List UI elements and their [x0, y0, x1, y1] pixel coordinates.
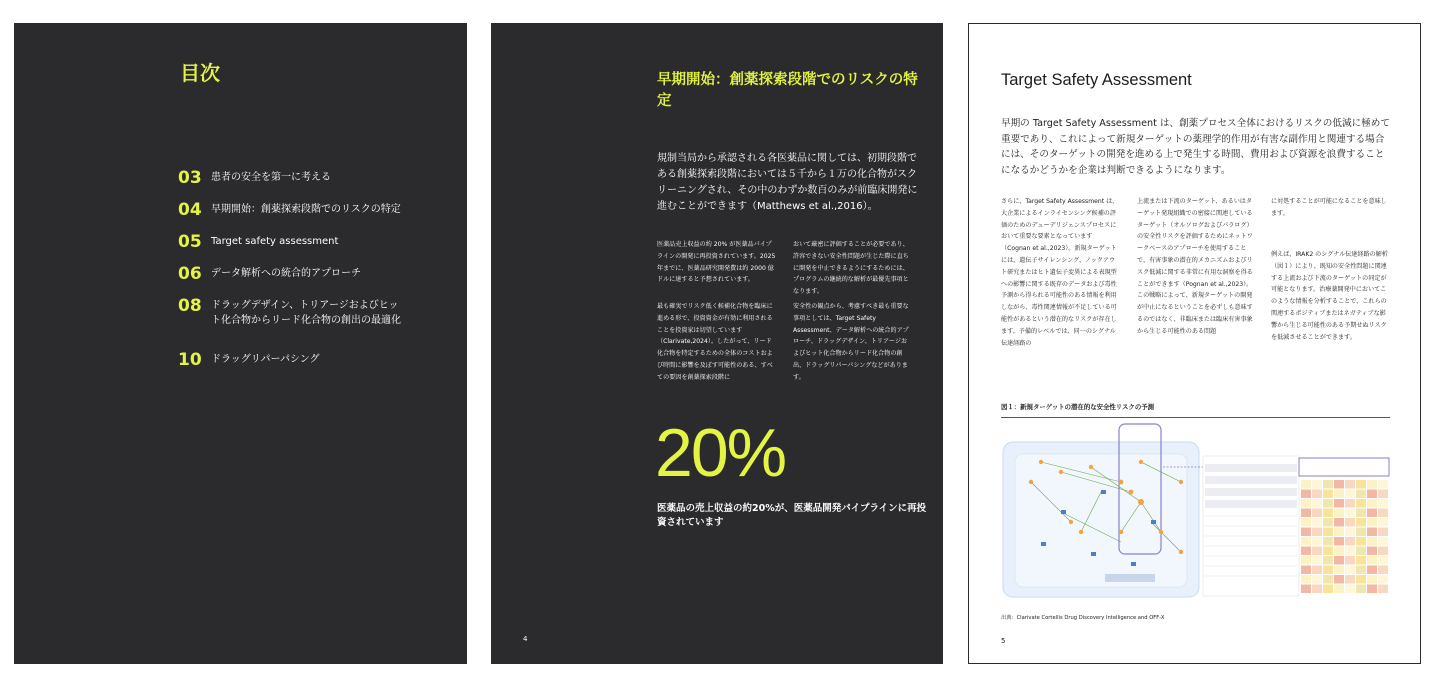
heatmap-cell [1367, 537, 1377, 546]
heatmap-cell [1367, 585, 1377, 594]
toc-item-label: 患者の安全を第一に考える [211, 172, 331, 183]
heatmap-cell [1323, 575, 1333, 584]
heatmap-cell [1312, 509, 1322, 518]
heatmap-cell [1378, 585, 1388, 594]
body-paragraph: に対処することが可能になることを意味します。 [1271, 198, 1387, 217]
heatmap-cell [1323, 566, 1333, 575]
heatmap-cell [1345, 499, 1355, 508]
heatmap-cell [1345, 566, 1355, 575]
heatmap-cell [1367, 547, 1377, 556]
heatmap-cell [1334, 537, 1344, 546]
heatmap-cell [1345, 518, 1355, 527]
heatmap-cell [1301, 547, 1311, 556]
heatmap-cell [1356, 585, 1366, 594]
heatmap-cell [1356, 518, 1366, 527]
toc-item[interactable] [178, 264, 441, 284]
page-number: 5 [1001, 637, 1006, 645]
heatmap-cell [1378, 547, 1388, 556]
toc-item-number: 10 [178, 350, 202, 370]
heatmap-cell [1301, 566, 1311, 575]
heatmap-cell [1345, 509, 1355, 518]
heatmap-cell [1356, 528, 1366, 537]
pathway-figure [1001, 422, 1391, 602]
heatmap-cell [1378, 528, 1388, 537]
heatmap-cell [1367, 575, 1377, 584]
lead-paragraph: 早期の Target Safety Assessment は、創薬プロセス全体におけるリスクの低減に極めて重要であり、これによって新規ターゲットの薬理学的作用が有害な副作用と関連する場合には、そのターゲットの開発を進める上で発生する時間、費用および資源を浪費することになるかどうかを企業は判断できるようになります。 [1001, 118, 1390, 176]
legend-bar [1105, 574, 1155, 582]
body-paragraph: さらに、Target Safety Assessment は、大企業によるインライセンシング候補の評価のためのデューデリジェンスプロセスにおいて重要な要素となっています（Cognan et al.,2023）。新規ターゲットには、遺伝子サイレンシング、ノックアウト研究またはヒト遺伝子変異による表現型への影響に関する既存のデータおよび毒性予測から得られる可能性のある情報を利用しながら、毒性関連情報が不足している可能性があるという潜在的なリスクが存在します。予備的レベルでは、同一のシグナル伝達経路の [1001, 198, 1119, 347]
heatmap-cell [1356, 575, 1366, 584]
toc-item-number: 04 [178, 200, 202, 220]
body-paragraph: 医薬品売上収益の約 20% が医薬品パイプラインの開発に再投資されています。2025 年までに、医薬品研究開発費は約 2000 億ドルに達すると予想されています。 [657, 241, 776, 284]
heatmap-cell [1378, 575, 1388, 584]
heatmap-header-box [1299, 458, 1389, 476]
heatmap-cell [1345, 585, 1355, 594]
heatmap-cell [1312, 556, 1322, 565]
heatmap-cell [1367, 499, 1377, 508]
heatmap-cell [1323, 537, 1333, 546]
heatmap-cell [1345, 490, 1355, 499]
heatmap-cell [1312, 566, 1322, 575]
toc-page [14, 23, 467, 664]
heatmap-cell [1356, 537, 1366, 546]
heatmap-cell [1367, 518, 1377, 527]
heatmap-cell [1334, 490, 1344, 499]
heatmap-cell [1378, 537, 1388, 546]
heatmap-cell [1367, 566, 1377, 575]
heatmap-cell [1356, 556, 1366, 565]
heatmap-cell [1323, 547, 1333, 556]
heatmap-cell [1312, 537, 1322, 546]
heatmap-cell [1345, 556, 1355, 565]
heatmap-cell [1301, 556, 1311, 565]
toc-item-label: ドラッグリパーパシング [211, 354, 320, 365]
heatmap-cell [1367, 480, 1377, 489]
heatmap-cell [1334, 566, 1344, 575]
section-title: Target Safety Assessment [1001, 71, 1192, 89]
heatmap-cell [1323, 518, 1333, 527]
figure-divider [1001, 417, 1390, 418]
section-title: 早期開始：創薬探索段階でのリスクの特定 [657, 72, 918, 109]
body-paragraph: おいて厳密に評価することが必要であり、許容できない安全性問題が生じた際に直ちに開発を中止できるようにするためには、プログラムの継続的な解析が最優先事項となります。 [793, 241, 909, 296]
heatmap-cell [1345, 547, 1355, 556]
heatmap-cell [1312, 528, 1322, 537]
heatmap-cell [1345, 480, 1355, 489]
heatmap-cell [1378, 566, 1388, 575]
heatmap-cell [1378, 556, 1388, 565]
heatmap-cell [1345, 528, 1355, 537]
heatmap-cell [1356, 566, 1366, 575]
toc-item-number: 06 [178, 264, 202, 284]
page-number: 4 [523, 635, 528, 643]
toc-item-label: 早期開始：創薬探索段階でのリスクの特定 [211, 204, 401, 215]
heatmap-cell [1312, 585, 1322, 594]
body-paragraph: 上流または下流のターゲット、あるいはターゲット発現組織での密接に関連しているターゲット（オルソログおよびパラログ）の安全性リスクを評価するためにネットワークベースのアプローチを使用することで、有害事象の潜在的メカニズムおよびリスク低減に関する非常に有用な洞察を得ることができます（Pognan et al.,2023）。この戦略によって、新規ターゲットの開発が中止になるということを必ずしも意味するのではなく、非臨床または臨床有害事象から生じる可能性のある問題 [1137, 198, 1253, 335]
heatmap-cell [1323, 528, 1333, 537]
heatmap-cell [1334, 480, 1344, 489]
heatmap-cell [1367, 490, 1377, 499]
toc-item[interactable] [178, 232, 441, 252]
heatmap-cell [1345, 537, 1355, 546]
page-5 [968, 23, 1421, 664]
heatmap-cell [1356, 490, 1366, 499]
heatmap-cell [1312, 480, 1322, 489]
heatmap-cell [1378, 499, 1388, 508]
heatmap-cell [1334, 585, 1344, 594]
heatmap-cell [1323, 499, 1333, 508]
heatmap-cell [1345, 575, 1355, 584]
heatmap-cell [1312, 490, 1322, 499]
heatmap-cell [1301, 499, 1311, 508]
toc-item-label: ドラッグデザイン、トリアージおよびヒット化合物からリード化合物の創出の最適化 [211, 300, 401, 326]
heatmap-cell [1378, 509, 1388, 518]
stat-figure: 20% [655, 415, 786, 491]
toc-item[interactable] [178, 296, 401, 328]
heatmap-grid [1301, 480, 1388, 593]
toc-item-label: データ解析への統合的アプローチ [211, 268, 361, 279]
heatmap-cell [1356, 509, 1366, 518]
heatmap-cell [1334, 518, 1344, 527]
toc-item[interactable] [178, 350, 441, 370]
heatmap-cell [1301, 585, 1311, 594]
heatmap-cell [1356, 480, 1366, 489]
heatmap-cell [1356, 547, 1366, 556]
heatmap-cell [1312, 547, 1322, 556]
heatmap-cell [1323, 509, 1333, 518]
stat-caption: 医薬品の売上収益の約20%が、医薬品開発パイプラインに再投資されています [657, 503, 927, 528]
heatmap-cell [1367, 556, 1377, 565]
heatmap-cell [1378, 490, 1388, 499]
heatmap-cell [1301, 575, 1311, 584]
body-paragraph: 安全性の観点から、考慮すべき最も重要な事項としては、Target Safety Assessment、データ解析への統合的アプローチ、ドラッグデザイン、トリアージおよびヒット化合物からリード化合物の創出、ドラッグリパーパシングなどがあります。 [793, 303, 909, 381]
figure-title: 図１：新規ターゲットの潜在的な安全性リスクの予測 [1001, 403, 1154, 411]
toc-item-label: Target safety assessment [211, 236, 339, 247]
heatmap-cell [1334, 547, 1344, 556]
heatmap-cell [1334, 528, 1344, 537]
heatmap-cell [1301, 509, 1311, 518]
heatmap-cell [1301, 537, 1311, 546]
heatmap-cell [1334, 509, 1344, 518]
heatmap-cell [1323, 490, 1333, 499]
heatmap-cell [1312, 499, 1322, 508]
heatmap-cell [1356, 499, 1366, 508]
page-4 [491, 23, 943, 664]
toc-title: 目次 [180, 61, 220, 85]
toc-item-number: 03 [178, 168, 202, 188]
heatmap-cell [1334, 499, 1344, 508]
lead-paragraph: 規制当局から承認される各医薬品に関しては、初期段階である創薬探索段階においては５千から１万の化合物がスクリーニングされ、その中のわずか数百のみが前臨床開発に進むことができます（Matthews et al.,2016）。 [657, 153, 918, 212]
heatmap-cell [1323, 480, 1333, 489]
toc-item-number: 08 [178, 296, 202, 316]
heatmap-cell [1312, 575, 1322, 584]
heatmap-cell [1334, 575, 1344, 584]
heatmap-cell [1378, 480, 1388, 489]
heatmap-cell [1378, 518, 1388, 527]
heatmap-cell [1312, 518, 1322, 527]
figure-source: 出典：Clarivate Cortellis Drug Discovery Intelligence and OFF-X [1001, 615, 1165, 621]
toc-item[interactable] [178, 200, 441, 220]
heatmap-cell [1367, 528, 1377, 537]
heatmap-cell [1301, 490, 1311, 499]
toc-item[interactable] [178, 168, 441, 188]
toc-item-number: 05 [178, 232, 202, 252]
heatmap-cell [1323, 585, 1333, 594]
body-paragraph: 例えば、IRAK2 のシグナル伝達経路の解析（図１）により、既知の安全性問題に関連する上流および下流のターゲットの同定が可能となります。治療薬開発中においてこのような情報を分析することで、これらの関連するポジティブまたはネガティブな影響から生じる可能性のある予期せぬリスクを低減させることができます。 [1271, 251, 1388, 341]
heatmap-cell [1367, 509, 1377, 518]
heatmap-cell [1301, 528, 1311, 537]
body-paragraph: 最も確実でリスク低く候補化合物を臨床に進める形で、投資資金が有効に利用されることを投資家は切望しています（Clarivate,2024）。したがって、リード化合物を特定するための全体のコストおよび時間に影響を及ぼす可能性のある、すべての要因を創薬探索段階に [657, 303, 773, 381]
heatmap-cell [1301, 480, 1311, 489]
heatmap-cell [1323, 556, 1333, 565]
heatmap-cell [1334, 556, 1344, 565]
heatmap-cell [1301, 518, 1311, 527]
